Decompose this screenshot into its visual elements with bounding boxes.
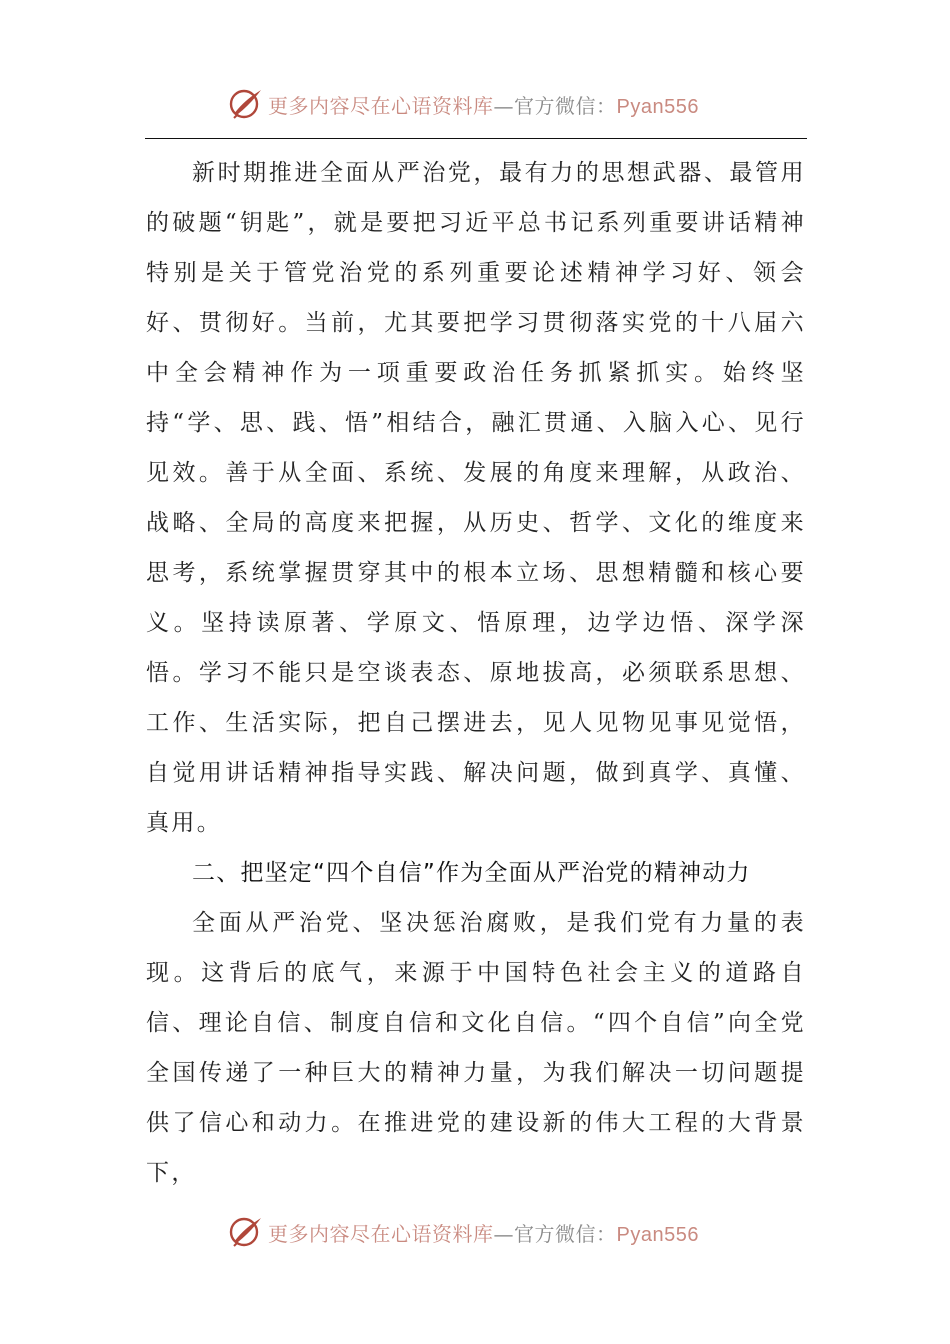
footer-wechat-id: Pyan556 [616,1223,699,1246]
header-divider [145,138,807,139]
header-contact-label: 官方微信： [514,93,617,118]
header-banner [228,84,699,124]
footer-site-text: 更多内容尽在心语资料库 [268,1221,494,1246]
header-site-text: 更多内容尽在心语资料库 [268,93,494,118]
footer-banner-text [268,1218,699,1247]
footer-separator: — [493,1221,514,1246]
quill-pen-logo-icon [228,86,264,122]
footer-contact-label: 官方微信： [514,1221,617,1246]
quill-pen-logo-icon [228,1214,264,1250]
document-body [146,148,806,1198]
footer-banner [228,1212,699,1252]
header-banner-text [268,90,699,119]
body-paragraph-1: 新时期推进全面从严治党，最有力的思想武器、最管用的破题“钥匙”，就是要把习近平总书记系列重要讲话精神特别是关于管党治党的系列重要论述精神学习好、领会好、贯彻好。当前，尤其要把学习贯彻落实党的十八届六中全会精神作为一项重要政治任务抓紧抓实。始终坚持“学、思、践、悟”相结合，融汇贯通、入脑入心、见行见效。善于从全面、系统、发展的角度来理解，从政治、战略、全局的高度来把握，从历史、哲学、文化的维度来思考，系统掌握贯穿其中的根本立场、思想精髓和核心要义。坚持读原著、学原文、悟原理，边学边悟、深学深悟。学习不能只是空谈表态、原地拔高，必须联系思想、工作、生活实际，把自己摆进去，见人见物见事见觉悟，自觉用讲话精神指导实践、解决问题，做到真学、真懂、真用。 [146,160,806,836]
header-wechat-id: Pyan556 [616,95,699,118]
header-separator: — [493,93,514,118]
section-heading-2: 二、把坚定“四个自信”作为全面从严治党的精神动力 [192,860,751,886]
body-paragraph-2: 全面从严治党、坚决惩治腐败，是我们党有力量的表现。这背后的底气，来源于中国特色社会主义的道路自信、理论自信、制度自信和文化自信。“四个自信”向全党全国传递了一种巨大的精神力量，为我们解决一切问题提供了信心和动力。在推进党的建设新的伟大工程的大背景下， [146,910,806,1186]
